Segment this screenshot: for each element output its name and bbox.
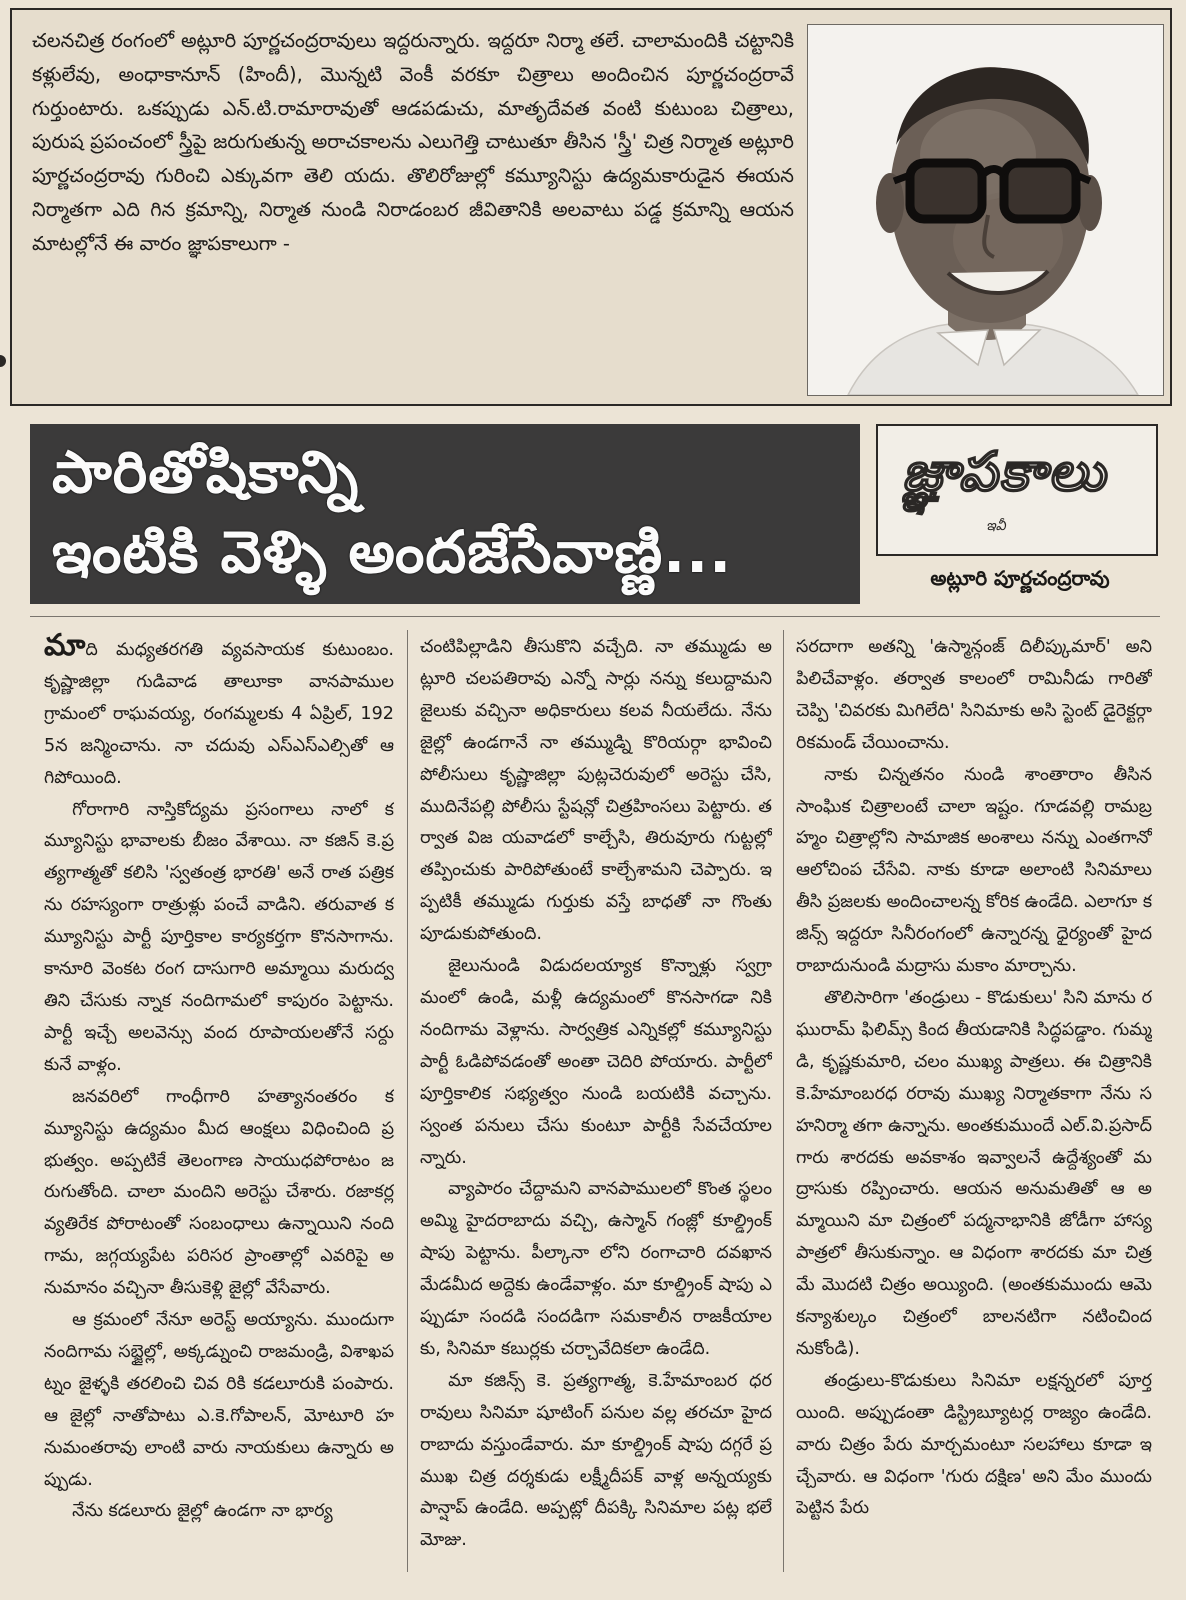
- column-logo: [876, 424, 1158, 556]
- column-logo-title: జ్ఞాపకాలు: [902, 440, 1107, 503]
- paragraph: జనవరిలో గాంధీగారి హత్యానంతరం కమ్యూనిస్టు ఉద్యమం మీద ఆంక్షలు విధించింది ప్రభుత్వం. అప్పటికే తెలంగాణ సాయుధపోరాటం జరుగుతోంది. చాలా మందిని అరెస్టు చేశారు. రజాకర్ల వ్యతిరేక పోరాటంతో సంబంధాలు ఉన్నాయిని నంది గామ, జగ్గయ్యపేట పరిసర ప్రాంతాల్లో ఎవరిపై అనుమానం వచ్చినా తీసుకెళ్లి జైల్లో వేసేవారు.: [44, 1086, 394, 1299]
- article-column-2: [420, 632, 772, 1572]
- article-column-1: [44, 632, 394, 1572]
- intro-paragraph: చలనచిత్ర రంగంలో అట్లూరి పూర్ణచంద్రరావులు ఇద్దరున్నారు. ఇద్దరూ నిర్మా తలే. చాలామందికి చట్టానికి కళ్లులేవు, అంధాకానూన్ (హిందీ), మొన్నటి వెంకీ వరకూ చిత్రాలు అందించిన పూర్ణచంద్రరావే గుర్తుంటారు. ఒకప్పుడు ఎన్.టి.రామారావుతో ఆడపడుచు, మాతృదేవత వంటి కుటుంబ చిత్రాలు, పురుష ప్రపంచంలో స్త్రీపై జరుగుతున్న అరాచకాలను ఎలుగెత్తి చాటుతూ తీసిన 'స్త్రీ' చిత్ర నిర్మాత అట్లూరి పూర్ణచంద్రరావు గురించి ఎక్కువగా తెలి యదు. తొలిరోజుల్లో కమ్యూనిస్టు ఉద్యమకారుడైన ఈయన నిర్మాతగా ఎది గిన క్రమాన్ని, నిర్మాత నుండి నిరాడంబర జీవితానికి అలవాటు పడ్డ క్రమాన్ని ఆయన మాటల్లోనే ఈ వారం జ్ఞాపకాలుగా -: [32, 29, 794, 255]
- paragraph: గోరాగారి నాస్తికోద్యమ ప్రసంగాలు నాలో కమ్యూనిస్టు భావాలకు బీజం వేశాయి. నా కజిన్ కె.ప్రత్యగాత్మతో కలిసి 'స్వతంత్ర భారతి' అనే రాత పత్రికను రహస్యంగా రాత్రుళ్లు పంచే వాడిని. తరువాత కమ్యూనిస్టు పార్టీ పూర్తికాల కార్యకర్తగా కొనసాగాను. కానూరి వెంకట రంగ దాసుగారి అమ్మాయి మరుద్వతిని చేసుకు న్నాక నందిగామలో కాపురం పెట్టాను. పార్టీ ఇచ్చే అలవెన్సు వంద రూపాయలతోనే సర్దు కునే వాళ్లం.: [44, 799, 394, 1075]
- paragraph: నాకు చిన్నతనం నుండి శాంతారాం తీసిన సాంఘిక చిత్రాలంటే చాలా ఇష్టం. గూడవల్లి రామబ్రహ్మం చిత్రాల్లోని సామాజిక అంశాలు నన్ను ఎంతగానో ఆలోచింప చేసేవి. నాకు కూడా అలాంటి సినిమాలు తీసి ప్రజలకు అందించాలన్న కోరిక ఉండేది. ఎలాగూ కజిన్స్ ఇద్దరూ సినీరంగంలో ఉన్నారన్న ధైర్యంతో హైదరాబాదునుండి మద్రాసు మకాం మార్చాను.: [796, 764, 1152, 977]
- article-column-3: [796, 632, 1152, 1572]
- paragraph: వ్యాపారం చేద్దామని వానపాములలో కొంత స్థలం అమ్మి హైదరాబాదు వచ్చి, ఉస్మాన్ గంజ్లో కూల్డ్రింక్ షాపు పెట్టాను. పీల్కానా లోని రంగాచారి దవఖాన మేడమీద అద్దెకు ఉండేవాళ్లం. మా కూల్డ్రింక్ షాపు ఎప్పుడూ సందడి సందడిగా సమకాలీన రాజకీయాలకు, సినిమా కబుర్లకు చర్చావేదికలా ఉండేది.: [420, 1179, 772, 1359]
- headline-line-1: పారితోషికాన్ని: [52, 438, 360, 506]
- column-divider: [407, 630, 408, 1572]
- paragraph: నేను కడలూరు జైల్లో ఉండగా నా భార్య: [72, 1501, 333, 1522]
- paragraph: ఆ క్రమంలో నేనూ అరెస్ట్ అయ్యాను. ముందుగా నందిగామ సబ్జైల్లో, అక్కడ్నుంచి రాజమండ్రి, విశాఖపట్నం జైళ్ళకి తరలించి చివ రికి కడలూరుకి పంపారు. ఆ జైల్లో నాతోపాటు ఎ.కె.గోపాలన్, మోటూరి హనుమంతరావు లాంటి వారు నాయకులు ఉన్నారు అప్పుడు.: [44, 1310, 394, 1490]
- paragraph: చంటిపిల్లాడిని తీసుకొని వచ్చేది. నా తమ్ముడు అట్లూరి చలపతిరావు ఎన్నో సార్లు నన్ను కలుద్దామని జైలుకు వచ్చినా అధికారులు కలవ నీయలేదు. నేను జైల్లో ఉండగానే నా తమ్ముడ్ని కొరియర్గా భావించి పోలీసులు కృష్ణాజిల్లా పుట్లచెరువులో అరెస్టు చేసి, ముదినేపల్లి పోలీసు స్టేషన్లో చిత్రహింసలు పెట్టారు. తర్వాత విజ యవాడలో కాల్చేసి, తిరువూరు గుట్టల్లో తప్పించుకు పారిపోతుంటే కాల్చేశామని చెప్పారు. ఇప్పటికీ తమ్ముడు గుర్తుకు వస్తే బాధతో నా గొంతు పూడుకుపోతుంది.: [420, 637, 772, 945]
- paragraph: [44, 632, 394, 795]
- headline-line-2: ఇంటికి వెళ్ళి అందజేసేవాణ్ణి...: [52, 518, 733, 586]
- binding-mark: [0, 355, 6, 367]
- paragraph: మా కజిన్స్ కె. ప్రత్యగాత్మ, కె.హేమాంబర ధరరావులు సినిమా షూటింగ్ పనుల వల్ల తరచూ హైదరాబాదు వస్తుండేవారు. మా కూల్డ్రింక్ షాపు దగ్గరే ప్రముఖ చిత్ర దర్శకుడు లక్ష్మీదీపక్ వాళ్ల అన్నయ్యకు పాన్షాప్ ఉండేది. అప్పట్లో దీపక్కి సినిమాల పట్ల భలే మోజు.: [420, 1370, 772, 1551]
- paragraph: తండ్రులు-కొడుకులు సినిమా లక్షన్నరలో పూర్తయింది. అప్పుడంతా డిస్ట్రిబ్యూటర్ల రాజ్యం ఉండేది. వారు చిత్రం పేరు మార్చమంటూ సలహాలు కూడా ఇచ్చేవారు. ఆ విధంగా 'గురు దక్షిణ' అని మేం ముందు పెట్టిన పేరు: [796, 1370, 1152, 1519]
- column-logo-subtitle: ఇవీ: [986, 518, 1006, 534]
- paragraph: సరదాగా అతన్ని 'ఉస్మాన్గంజ్ దిలీప్కుమార్' అని పిలిచేవాళ్లం. తర్వాత కాలంలో రామినీడు గారితో చెప్పి 'చివరకు మిగిలేది' సినిమాకు అసి స్టెంట్ డైరెక్టర్గా రికమండ్ చేయించాను.: [796, 637, 1152, 753]
- drop-cap: మా: [44, 632, 86, 663]
- column-divider: [783, 630, 784, 1572]
- paragraph-text: ది మధ్యతరగతి వ్యవసాయక కుటుంబం. కృష్ణాజిల్లా గుడివాడ తాలూకా వానపాముల గ్రామంలో రాఘవయ్య, రంగమ్మలకు 4 ఏప్రిల్, 1925న జన్మించాను. నా చదువు ఎస్ఎస్ఎల్సితో ఆగిపోయింది.: [44, 640, 394, 788]
- headline-banner: [30, 424, 860, 604]
- intro-box: [10, 8, 1172, 406]
- author-portrait: [807, 24, 1164, 396]
- paragraph: తొలిసారిగా 'తండ్రులు - కొడుకులు' సిని మాను రఘురామ్ ఫిలిమ్స్ కింద తీయడానికి సిద్ధపడ్డాం. గుమ్మడి, కృష్ణకుమారి, చలం ముఖ్య పాత్రలు. ఈ చిత్రానికి కె.హేమాంబరధ రరావు ముఖ్య నిర్మాతకాగా నేను సహనిర్మా తగా ఉన్నాను. అంతకుముందే ఎల్.వి.ప్రసాద్ గారు శారదకు అవకాశం ఇవ్వాలనే ఉద్దేశ్యంతో మద్రాసుకు రప్పించారు. ఆయన అనుమతితో ఆ అమ్మాయిని మా చిత్రంలో పద్మనాభానికి జోడీగా హాస్యపాత్రలో తీసుకున్నాం. ఆ విధంగా శారదకు మా చిత్రమే మొదటి చిత్రం అయ్యింది. (అంతకుముందు ఆమె కన్యాశుల్కం చిత్రంలో బాలనటిగా నటించిందనుకోండి).: [796, 987, 1152, 1359]
- portrait-drawing: [808, 25, 1163, 395]
- paragraph: జైలునుండి విడుదలయ్యాక కొన్నాళ్లు స్వగ్రా మంలో ఉండి, మళ్లీ ఉద్యమంలో కొనసాగడా నికి నందిగామ వెళ్లాను. సార్వత్రిక ఎన్నికల్లో కమ్యూనిస్టు పార్టీ ఓడిపోవడంతో అంతా చెదిరి పోయారు. పార్టీలో పూర్తికాలిక సభ్యత్వం నుండి బయటికి వచ్చాను. స్వంత పనులు చేసు కుంటూ పార్టీకి సేవచేయాలన్నారు.: [420, 956, 772, 1168]
- author-byline: అట్లూరి పూర్ణచంద్రరావు: [930, 566, 1110, 590]
- column-top-rule: [30, 616, 1160, 617]
